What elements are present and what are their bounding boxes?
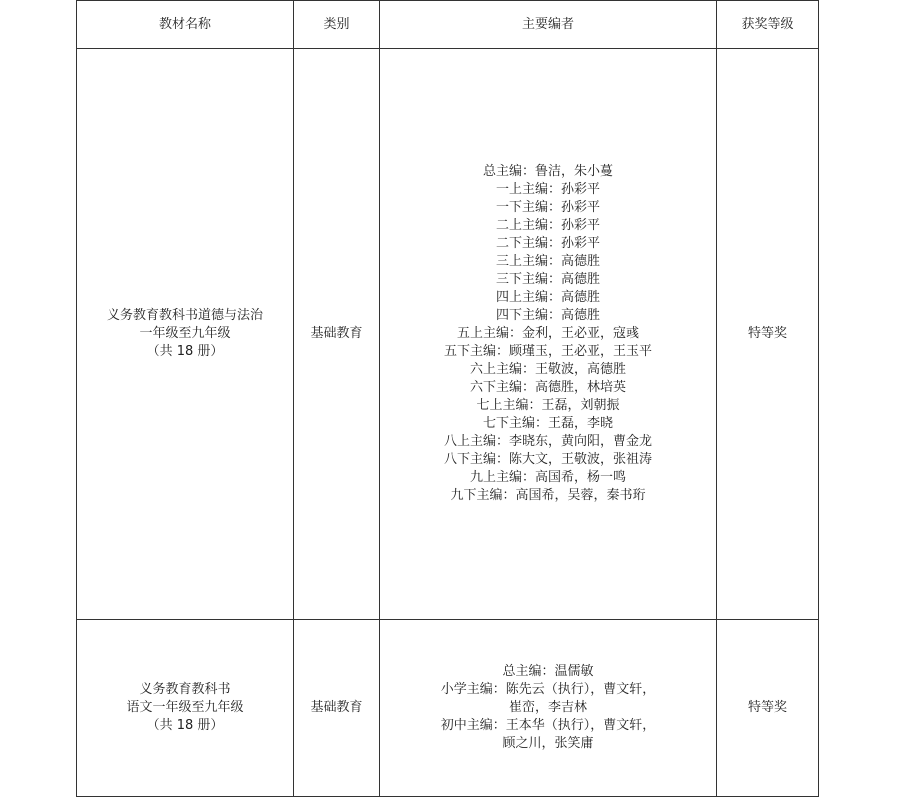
- editor-line: 四上主编：高德胜: [495, 290, 600, 305]
- editor-line: 四下主编：高德胜: [495, 308, 600, 323]
- editor-line: 三下主编：高德胜: [495, 272, 600, 287]
- table-row: [77, 49, 819, 620]
- editors-list: [380, 163, 716, 505]
- editor-line: 三上主编：高德胜: [495, 254, 600, 269]
- editor-line: 八下主编：陈大文，王敬波，张祖涛: [443, 452, 652, 467]
- category-cell: 基础教育: [294, 49, 380, 620]
- editor-line: 二下主编：孙彩平: [495, 236, 600, 251]
- textbook-name-cell: [77, 49, 294, 620]
- editor-line: 六上主编：王敬波，高德胜: [469, 362, 626, 377]
- editor-line: 二上主编：孙彩平: [495, 218, 600, 233]
- editor-line: 总主编：温儒敏: [502, 664, 594, 679]
- editor-line: 顾之川，张笑庸: [502, 736, 594, 751]
- editors-cell: [380, 620, 717, 797]
- table-row: [77, 620, 819, 797]
- editor-line: 七上主编：王磊，刘朝振: [476, 398, 620, 413]
- header-award-level: 获奖等级: [717, 1, 819, 49]
- editor-line: 初中主编：王本华（执行），曹文轩，: [440, 718, 656, 733]
- award-cell: 特等奖: [717, 620, 819, 797]
- editor-line: 五上主编：金利，王必亚，寇彧: [456, 326, 639, 341]
- award-cell: 特等奖: [717, 49, 819, 620]
- editor-line: 八上主编：李晓东，黄向阳，曹金龙: [443, 434, 652, 449]
- editor-line: 五下主编：顾瑾玉，王必亚，王玉平: [443, 344, 652, 359]
- editor-line: 崔峦，李吉林: [508, 700, 587, 715]
- editor-line: 七下主编：王磊，李晓: [482, 416, 613, 431]
- header-textbook-name: 教材名称: [77, 1, 294, 49]
- editors-list: [380, 663, 716, 753]
- editor-line: 六下主编：高德胜，林培英: [469, 380, 626, 395]
- textbook-name-line: 义务教育教科书道德与法治: [106, 308, 263, 323]
- textbook-name-line: （共 18 册）: [146, 718, 224, 733]
- header-main-editors: 主要编者: [380, 1, 717, 49]
- textbook-name-line: 一年级至九年级: [139, 326, 231, 341]
- textbook-name-line: 义务教育教科书: [139, 682, 231, 697]
- editor-line: 总主编：鲁洁，朱小蔓: [482, 164, 613, 179]
- textbook-name-line: 语文一年级至九年级: [126, 700, 244, 715]
- editor-line: 九上主编：高国希，杨一鸣: [469, 470, 626, 485]
- editors-cell: [380, 49, 717, 620]
- header-row: [77, 1, 819, 49]
- header-category: 类别: [294, 1, 380, 49]
- editor-line: 一下主编：孙彩平: [495, 200, 600, 215]
- editor-line: 小学主编：陈先云（执行），曹文轩，: [440, 682, 656, 697]
- textbook-name-line: （共 18 册）: [146, 344, 224, 359]
- textbook-name-cell: [77, 620, 294, 797]
- awards-table: [76, 0, 819, 797]
- editor-line: 一上主编：孙彩平: [495, 182, 600, 197]
- category-cell: 基础教育: [294, 620, 380, 797]
- editor-line: 九下主编：高国希，吴蓉，秦书珩: [450, 488, 646, 503]
